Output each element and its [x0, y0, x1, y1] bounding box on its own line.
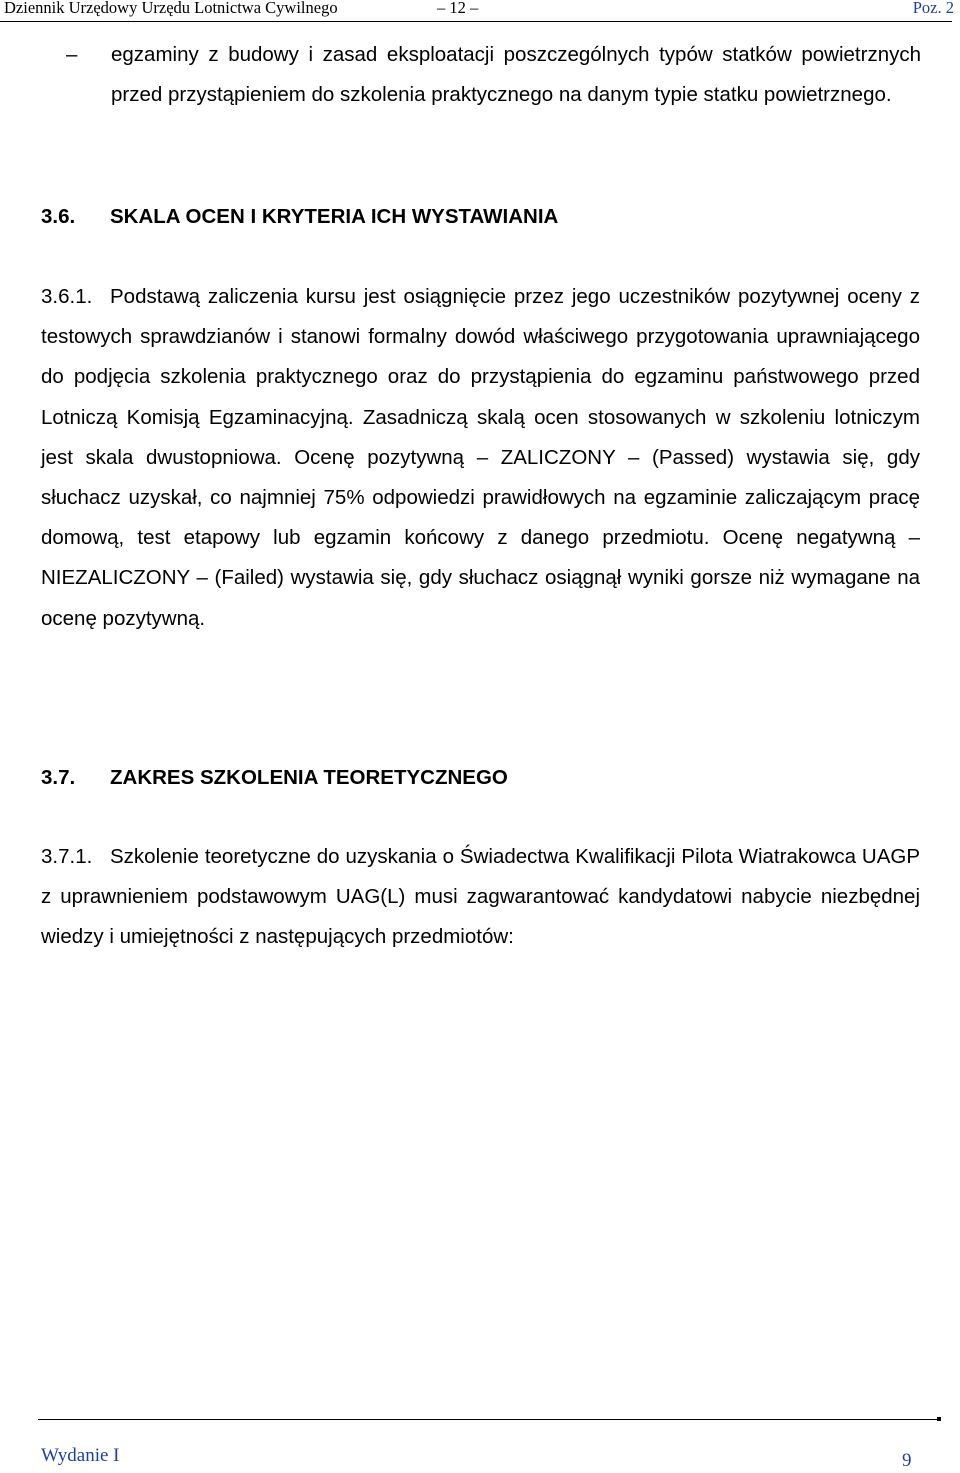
paragraph-3-7-1	[41, 837, 920, 958]
dash-list-item-text: egzaminy z budowy i zasad eksploatacji poszczególnych typów statków powietrznych przed przystąpieniem do szkolenia praktycznego na danym typie statku powietrznego.	[111, 43, 921, 107]
footer-divider-end	[937, 1417, 941, 1421]
header-position: Poz. 2	[912, 0, 954, 17]
paragraph-number: 3.6.1.	[41, 285, 93, 308]
section-number: 3.7.	[41, 766, 76, 789]
footer-edition: Wydanie I	[41, 1445, 120, 1466]
dash-bullet: –	[66, 43, 78, 66]
page-header	[0, 0, 960, 20]
paragraph-text: Szkolenie teoretyczne do uzyskania o Świadectwa Kwalifikacji Pilota Wiatrakowca UAGP z uprawnieniem podstawowym UAG(L) musi zagwarantować kandydatowi nabycie niezbędnej wiedzy i umiejętności z następujących przedmiotów:	[41, 845, 920, 949]
header-divider	[0, 21, 952, 22]
section-number: 3.6.	[41, 205, 76, 228]
header-journal-title: Dziennik Urzędowy Urzędu Lotnictwa Cywilnego	[4, 0, 338, 17]
section-title: SKALA OCEN I KRYTERIA ICH WYSTAWIANIA	[110, 205, 559, 228]
section-title: ZAKRES SZKOLENIA TEORETYCZNEGO	[110, 766, 508, 789]
paragraph-number: 3.7.1.	[41, 845, 93, 868]
header-page-number: – 12 –	[437, 0, 479, 17]
footer-divider	[38, 1419, 938, 1420]
paragraph-text: Podstawą zaliczenia kursu jest osiągnięcie przez jego uczestników pozytywnej oceny z testowych sprawdzianów i stanowi formalny dowód właściwego przygotowania uprawniającego do podjęcia szkolenia praktycznego oraz do przystąpienia do egzaminu państwowego przed Lotniczą Komisją Egzaminacyjną. Zasadniczą skalą ocen stosowanych w szkoleniu lotniczym jest skala dwustopniowa. Ocenę pozytywną – ZALICZONY – (Passed) wystawia się, gdy słuchacz uzyskał, co najmniej 75% odpowiedzi prawidłowych na egzaminie zaliczającym pracę domową, test etapowy lub egzamin końcowy z danego przedmiotu. Ocenę negatywną – NIEZALICZONY – (Failed) wystawia się, gdy słuchacz osiągnął wyniki gorsze niż wymagane na ocenę pozytywną.	[41, 285, 920, 630]
footer-page-number: 9	[902, 1450, 912, 1471]
paragraph-3-6-1	[41, 277, 920, 639]
